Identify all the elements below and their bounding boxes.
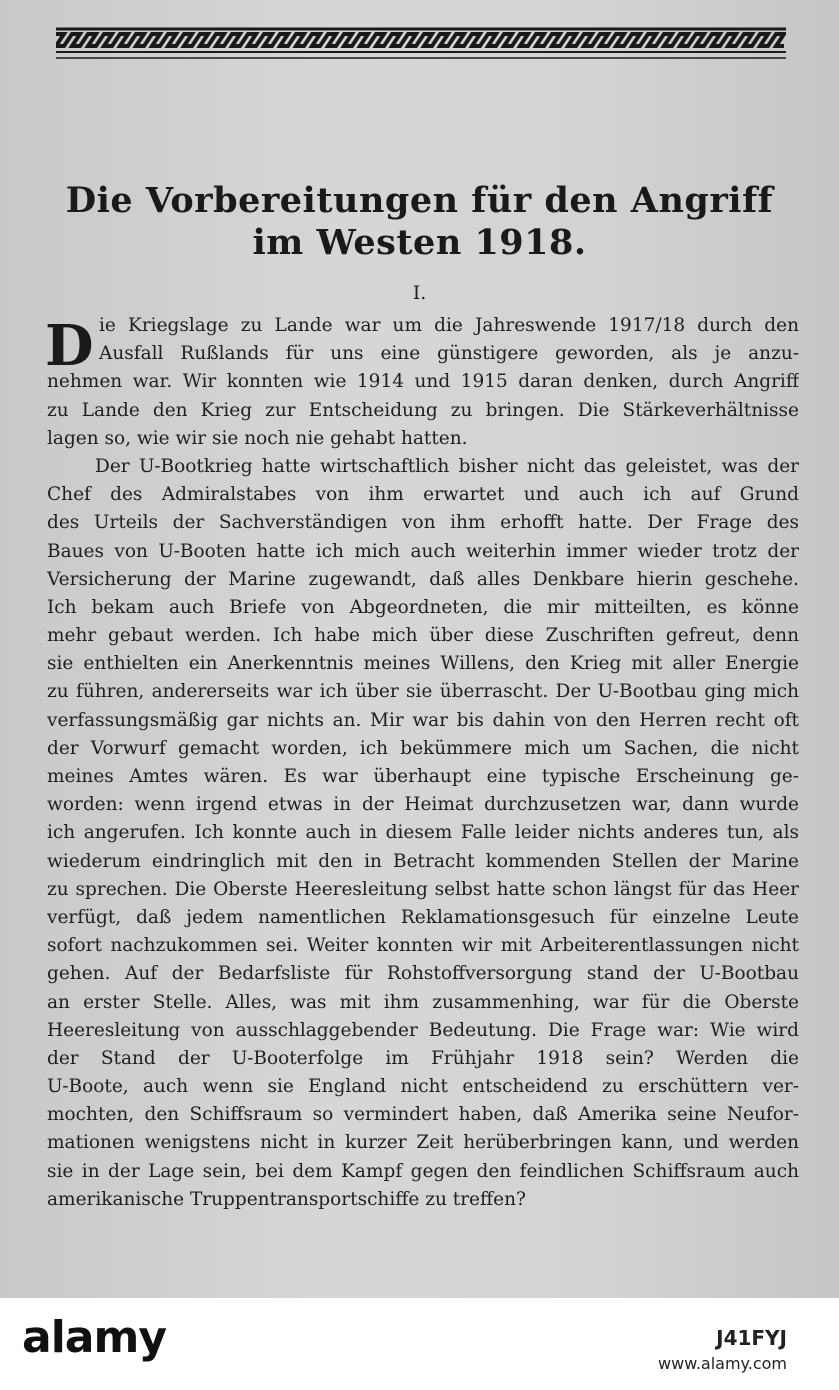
text-line: verfügt, daß jedem namentlichen Reklamationsgesuch für einzelne Leute [47, 906, 799, 928]
text-line: mochten, den Schiffsraum so vermindert haben, daß Amerika seine Neufor- [47, 1104, 799, 1126]
text-line: lagen so, wie wir sie noch nie gehabt hatten. [47, 427, 468, 449]
text-line: meines Amtes wären. Es war überhaupt eine typische Erscheinung ge- [47, 766, 799, 787]
text-line: Der U-Bootkrieg hatte wirtschaftlich bisher nicht das geleistet, was der [95, 455, 799, 477]
text-line: Baues von U-Booten hatte ich mich auch weiterhin immer wieder trotz der [47, 540, 799, 562]
text-line: Ausfall Rußlands für uns eine günstigere geworden, als je anzu- [99, 343, 799, 365]
chapter-title-line-1: Die Vorbereitungen für den Angriff [65, 180, 774, 221]
text-line: worden: wenn irgend etwas in der Heimat durchzusetzen war, dann wurde [47, 794, 799, 816]
text-line: sie enthielten ein Anerkenntnis meines Willens, den Krieg mit aller Energie [47, 653, 799, 675]
text-line: wiederum eindringlich mit den in Betracht kommenden Stellen der Marine [47, 850, 799, 872]
text-line: amerikanische Truppentransportschiffe zu treffen? [47, 1188, 526, 1210]
text-line: nehmen war. Wir konnten wie 1914 und 1915 daran denken, durch Angriff [47, 371, 799, 393]
alamy-logo: alamy [22, 1312, 166, 1363]
text-line: ich angerufen. Ich konnte auch in diesem Falle leider nichts anderes tun, als [47, 822, 799, 844]
text-line: an erster Stelle. Alles, was mit ihm zusammenhing, war für die Oberste [47, 991, 799, 1013]
section-number: I. [412, 282, 427, 304]
image-id: J41FYJ [716, 1326, 787, 1350]
site-url: www.alamy.com [658, 1354, 787, 1373]
text-line: der Stand der U-Booterfolge im Frühjahr 1918 sein? Werden die [47, 1047, 799, 1069]
text-line: der Vorwurf gemacht worden, ich bekümmere mich um Sachen, die nicht [47, 737, 799, 759]
text-line: U-Boote, auch wenn sie England nicht entscheidend zu erschüttern ver- [47, 1076, 799, 1098]
text-line: zu sprechen. Die Oberste Heeresleitung selbst hatte schon längst für das Heer [47, 878, 799, 900]
text-line: Ich bekam auch Briefe von Abgeordneten, die mir mitteilten, es könne [47, 596, 799, 618]
text-line: zu Lande den Krieg zur Entscheidung zu bringen. Die Stärkeverhältnisse [47, 399, 799, 421]
ornamental-border [56, 26, 786, 62]
text-line: Versicherung der Marine zugewandt, daß alles Denkbare hierin geschehe. [47, 568, 799, 590]
text-line: ie Kriegslage zu Lande war um die Jahreswende 1917/18 durch den [99, 315, 799, 336]
text-line: mehr gebaut werden. Ich habe mich über diese Zuschriften gefreut, denn [47, 625, 799, 647]
drop-cap: D [45, 313, 94, 379]
text-line: mationen wenigstens nicht in kurzer Zeit herüberbringen kann, und werden [47, 1132, 799, 1154]
text-line: gehen. Auf der Bedarfsliste für Rohstoffversorgung stand der U-Bootbau [47, 963, 799, 985]
text-line: des Urteils der Sachverständigen von ihm erhofft hatte. Der Frage des [47, 512, 799, 534]
text-line: zu führen, andererseits war ich über sie überrascht. Der U-Bootbau ging mich [47, 681, 799, 703]
chapter-title-line-2: im Westen 1918. [252, 222, 587, 263]
text-line: sie in der Lage sein, bei dem Kampf gegen den feindlichen Schiffsraum auch [47, 1160, 799, 1182]
text-line: Chef des Admiralstabes von ihm erwartet und auch ich auf Grund [47, 484, 799, 506]
body-text [47, 312, 799, 1214]
text-line: verfassungsmäßig gar nichts an. Mir war bis dahin von den Herren recht oft [47, 709, 799, 731]
text-line: sofort nachzukommen sei. Weiter konnten wir mit Arbeiterentlassungen nicht [47, 935, 799, 957]
text-line: Heeresleitung von ausschlaggebender Bedeutung. Die Frage war: Wie wird [47, 1019, 799, 1041]
